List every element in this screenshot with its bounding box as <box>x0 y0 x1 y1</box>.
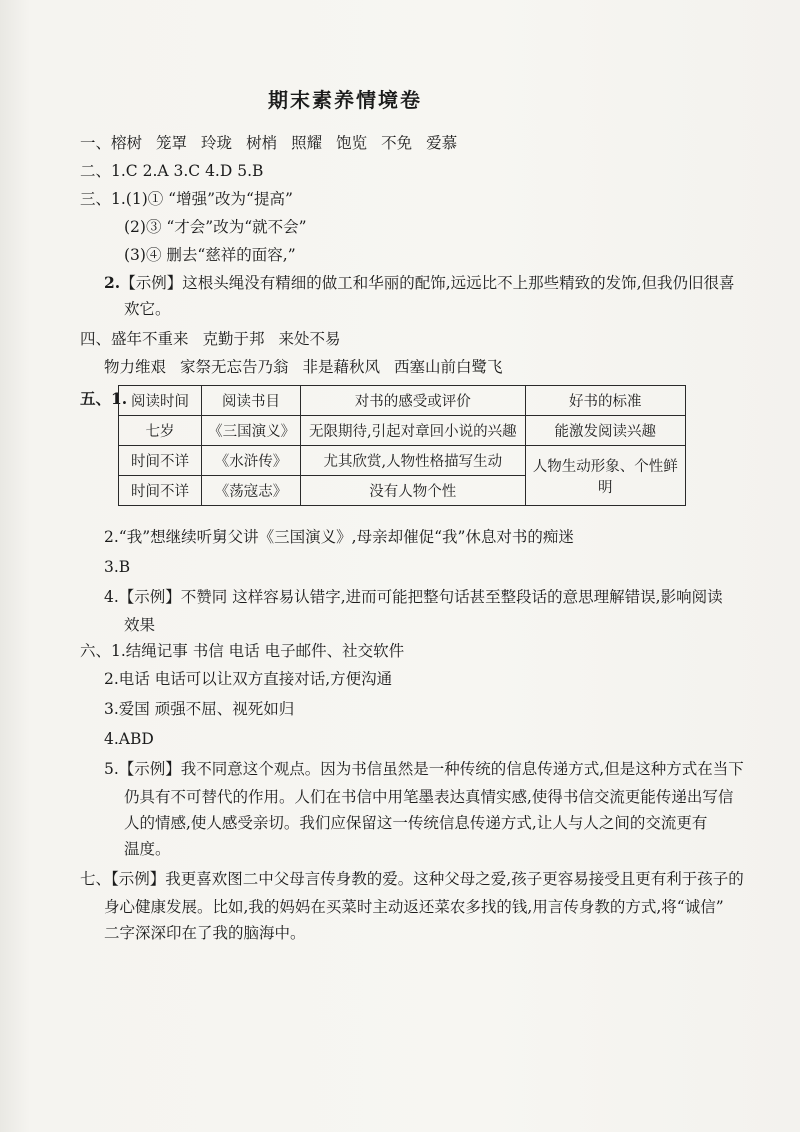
table-header: 对书的感受或评价 <box>301 386 526 416</box>
section-6-q5-line2: 仍具有不可替代的作用。人们在书信中用笔墨表达真情实感,使得书信交流更能传递出写信 <box>124 788 734 806</box>
section-5-q2: 2.“我”想继续听舅父讲《三国演义》,母亲却催促“我”休息对书的痴迷 <box>104 528 574 546</box>
verse-2: 家祭无忘告乃翁 <box>180 358 289 376</box>
section-5-number: 五、 <box>80 389 112 408</box>
table-header: 好书的标准 <box>525 386 685 416</box>
section-5-q3: 3.B <box>104 558 131 576</box>
q2-text: 【示例】这根头绳没有精细的做工和华丽的配饰,远远比不上那些精致的发饰,但我仍旧很喜 <box>120 274 735 292</box>
word-2: 笼罩 <box>156 134 188 152</box>
section-6-number: 六、 <box>80 642 112 660</box>
section-6-q4: 4.ABD <box>104 730 154 748</box>
section-6-q1 <box>80 640 404 662</box>
table-header-row <box>119 386 686 416</box>
section-1 <box>80 132 457 154</box>
section-4-line1 <box>80 328 341 350</box>
section-5-q4-line1: 4.【示例】不赞同 这样容易认错字,进而可能把整句话甚至整段话的意思理解错误,影响阅读 <box>104 588 723 606</box>
section-7-text: 【示例】我更喜欢图二中父母言传身教的爱。这种父母之爱,孩子更容易接受且更有利于孩子的 <box>111 870 744 888</box>
word-8: 爱慕 <box>426 134 458 152</box>
section-6-q5-line1: 5.【示例】我不同意这个观点。因为书信虽然是一种传统的信息传递方式,但是这种方式在当下 <box>104 760 744 778</box>
table-cell: 尤其欣赏,人物性格描写生动 <box>301 446 526 476</box>
section-7-line2: 身心健康发展。比如,我的妈妈在买菜时主动返还菜农多找的钱,用言传身教的方式,将“诚信” <box>104 898 724 916</box>
word-4: 树梢 <box>246 134 278 152</box>
table-cell: 《三国演义》 <box>202 416 301 446</box>
section-3-q1b: (2)③ “才会”改为“就不会” <box>124 218 307 236</box>
table-cell: 七岁 <box>119 416 202 446</box>
reading-table <box>118 385 686 506</box>
table-header: 阅读时间 <box>119 386 202 416</box>
verse-4: 西塞山前白鹭飞 <box>394 358 503 376</box>
page-title: 期末素养情境卷 <box>268 88 422 112</box>
section-6-q5-line3: 人的情感,使人感受亲切。我们应保留这一传统信息传递方式,让人与人之间的交流更有 <box>124 814 708 832</box>
section-1-number: 一、 <box>80 134 112 152</box>
section-4-number: 四、 <box>80 330 112 348</box>
idiom-3: 来处不易 <box>278 330 341 348</box>
section-3-q2-line2: 欢它。 <box>124 300 171 318</box>
table-cell-merged: 人物生动形象、个性鲜明 <box>525 446 685 506</box>
section-3-number: 三、 <box>80 190 112 208</box>
table-cell: 没有人物个性 <box>301 476 526 506</box>
table-row <box>119 416 686 446</box>
section-7-line1 <box>80 868 744 890</box>
verse-1: 物力维艰 <box>104 358 167 376</box>
section-6-q2: 2.电话 电话可以让双方直接对话,方便沟通 <box>104 670 393 688</box>
word-7: 不免 <box>381 134 413 152</box>
table-cell: 无限期待,引起对章回小说的兴趣 <box>301 416 526 446</box>
section-4-line2 <box>104 356 503 378</box>
word-1: 榕树 <box>111 134 143 152</box>
table-cell: 时间不详 <box>119 476 202 506</box>
q1-number: 1. <box>111 389 128 408</box>
q1-part1: 1.(1)① “增强”改为“提高” <box>111 190 293 208</box>
section-3-q1a <box>80 188 293 210</box>
table-row <box>119 446 686 476</box>
section-5-q4-line2: 效果 <box>124 616 156 634</box>
section-6-q5-line4: 温度。 <box>124 840 171 858</box>
section-7-number: 七、 <box>80 870 112 888</box>
idiom-2: 克勤于邦 <box>202 330 265 348</box>
word-5: 照耀 <box>291 134 323 152</box>
table-cell: 时间不详 <box>119 446 202 476</box>
table-cell: 《荡寇志》 <box>202 476 301 506</box>
table-cell: 能激发阅读兴趣 <box>525 416 685 446</box>
q2-number: 2. <box>104 273 121 292</box>
verse-3: 非是藉秋风 <box>302 358 381 376</box>
section-6-q3: 3.爱国 顽强不屈、视死如归 <box>104 700 295 718</box>
section-2-answers: 1.C 2.A 3.C 4.D 5.B <box>111 162 264 180</box>
table-header: 阅读书目 <box>202 386 301 416</box>
table-cell: 《水浒传》 <box>202 446 301 476</box>
section-3-q2-line1 <box>104 272 735 294</box>
section-3-q1c: (3)④ 删去“慈祥的面容,” <box>124 246 296 264</box>
idiom-1: 盛年不重来 <box>111 330 189 348</box>
section-2 <box>80 160 263 182</box>
word-6: 饱览 <box>336 134 368 152</box>
word-3: 玲珑 <box>201 134 233 152</box>
section-2-number: 二、 <box>80 162 112 180</box>
section-7-line3: 二字深深印在了我的脑海中。 <box>104 924 306 942</box>
q1-text: 1.结绳记事 书信 电话 电子邮件、社交软件 <box>111 642 405 660</box>
